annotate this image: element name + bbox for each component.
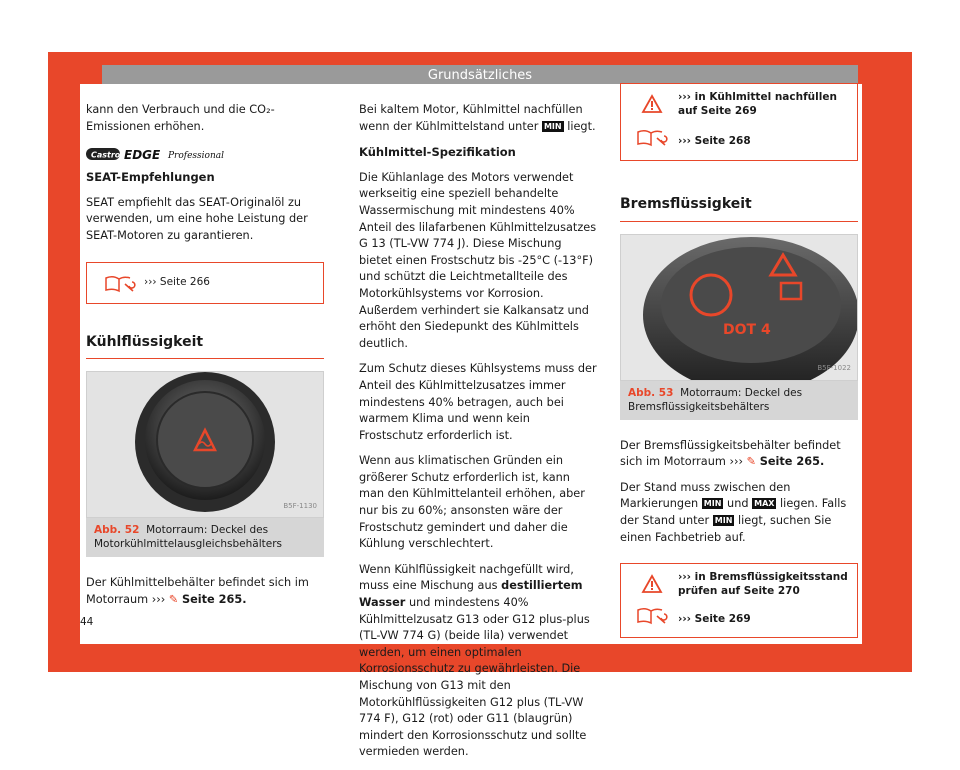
brake-location — [620, 438, 858, 471]
warning-2-text[interactable]: ››› in Bremsflüssigkeitsstand prüfen auf Seite 270 — [678, 571, 848, 598]
p2-c: liegt, suchen Sie einen Fachbetrieb auf. — [620, 513, 832, 544]
book-wrench-icon: ✎ — [168, 592, 179, 606]
warning-1-ref[interactable]: ››› Seite 268 — [678, 135, 751, 147]
max-badge: MAX — [754, 499, 775, 509]
p5-a: Wenn Kühlflüssigkeit nachgefüllt wird, muss eine Mischung aus — [359, 562, 574, 593]
svg-text:EDGE: EDGE — [124, 148, 161, 162]
warning-triangle-icon — [641, 574, 663, 594]
caption-text: Motorraum: Deckel des Bremsflüssigkeitsbehälters — [628, 386, 803, 413]
section-title-coolant: Kühlflüssigkeit — [86, 334, 324, 360]
p5-bold: destilliertem Wasser — [359, 579, 583, 610]
figure-52-caption — [86, 518, 324, 557]
coolant-location — [86, 575, 324, 608]
p2-a: Der Stand muss zwischen den Markierungen — [620, 480, 791, 511]
p2-und: und — [727, 497, 749, 511]
spec-text: Die Kühlanlage des Motors verwendet werkseitig eine speziell behandelte Wassermischung mit mindestens 40% Anteil des lilafarbenen Kühlmittelzusatzes G 13 (TL-VW 774 J). Diese Mischung bietet einen Frostschutz bis -25°C (-13°F) und schützt die Leichtmetallteile des Motorkühlsystems vor Korrosion. Außerdem verhindert sie Kalkansatz und erhöht den Siedepunkt des Kühlmittels deutlich. — [359, 170, 597, 350]
min-badge: MIN — [543, 121, 562, 131]
spec-heading: Kühlmittel-Spezifikation — [359, 145, 516, 160]
min-badge: MIN — [703, 499, 722, 509]
dot4-label: DOT 4 — [723, 321, 771, 338]
caption-label: Abb. 53 — [628, 386, 674, 399]
mixture-text — [359, 562, 597, 761]
warning-box-1 — [620, 83, 858, 161]
castrol-logo — [86, 147, 324, 163]
castrol-logo-graphic — [86, 147, 246, 161]
book-wrench-icon — [635, 604, 671, 626]
column-2 — [359, 84, 597, 770]
page-number: 44 — [80, 616, 94, 628]
brake-location-text: Der Bremsflüssigkeitsbehälter befindet sich im Motorraum ››› — [620, 438, 841, 469]
figure-53-caption — [620, 381, 858, 420]
book-wrench-icon — [103, 272, 139, 294]
brake-level-text — [620, 480, 858, 546]
section-title-brake: Bremsflüssigkeit — [620, 196, 858, 222]
p1-a: Bei kaltem Motor, Kühlmittel nachfüllen wenn der Kühlmittelstand unter — [359, 103, 583, 133]
seat-text: SEAT empfiehlt das SEAT-Originalöl zu verwenden, um eine hohe Leistung der SEAT-Motoren zu garantieren. — [86, 195, 308, 242]
page-header: Grundsätzliches — [102, 65, 858, 87]
column-3 — [620, 84, 858, 638]
climate-text: Wenn aus klimatischen Gründen ein größerer Schutz erforderlich ist, kann man den Kühlmittelanteil erhöhen, aber nur bis zu 60%; ansonsten wäre der Frostschutz gemindert und daher die Kühlung verschlechtert. — [359, 454, 585, 551]
book-wrench-icon — [635, 126, 671, 148]
note-ref[interactable]: ››› Seite 266 — [144, 275, 210, 288]
min-badge: MIN — [714, 515, 733, 525]
column-1 — [86, 84, 324, 617]
coolant-cap-illustration — [87, 372, 324, 517]
p1-b: liegt. — [567, 119, 596, 133]
note-box — [86, 262, 324, 304]
svg-text:Professional: Professional — [168, 151, 225, 162]
intro-text: kann den Verbrauch und die CO₂-Emissionen erhöhen. — [86, 103, 275, 133]
figure-52-photo — [86, 371, 324, 518]
caption-label: Abb. 52 — [94, 524, 140, 537]
book-wrench-icon: ✎ — [746, 455, 757, 469]
p5-b: und mindestens 40% Kühlmittelzusatz G13 oder G12 plus-plus (TL-VW 774 G) (beide lila) verwendet werden, um einen optimalen Korrosionsschutz zu gewährleisten. Die Mischung von G13 mit den Motorkühlflüssigkeiten G12 plus (TL-VW 774 F), G12 (rot) oder G11 (blaugrün) mindert den Korrosionsschutz und sollte vermieden werden. — [359, 596, 590, 759]
photo-code: B5F-1022 — [817, 364, 851, 372]
coolant-location-link[interactable]: Seite 265. — [181, 592, 247, 606]
warning-2-ref[interactable]: ››› Seite 269 — [678, 613, 751, 626]
warning-triangle-icon — [641, 94, 663, 114]
coolant-refill-text — [359, 102, 597, 135]
photo-code: B5F-1130 — [283, 501, 317, 510]
warning-1-text[interactable]: ››› in Kühlmittel nachfüllen auf Seite 269 — [678, 91, 837, 117]
seat-heading: SEAT-Empfehlungen — [86, 170, 215, 185]
brake-location-link[interactable]: Seite 265. — [759, 455, 825, 469]
figure-53-photo — [620, 234, 858, 381]
caption-text: Motorraum: Deckel des Motorkühlmittelausgleichsbehälters — [94, 524, 282, 551]
brake-cap-illustration — [621, 235, 858, 380]
warning-box-2 — [620, 563, 858, 638]
protection-text: Zum Schutz dieses Kühlsystems muss der Anteil des Kühlmittelzusatzes immer mindestens 40% betragen, auch bei warmem Klima und wenn kein Frostschutz erforderlich ist. — [359, 362, 597, 442]
coolant-location-text: Der Kühlmittelbehälter befindet sich im Motorraum ››› — [86, 576, 309, 606]
page-content — [80, 84, 862, 759]
svg-text:Castrol: Castrol — [91, 150, 124, 160]
p2-b: liegen. Falls der Stand unter — [620, 497, 847, 527]
